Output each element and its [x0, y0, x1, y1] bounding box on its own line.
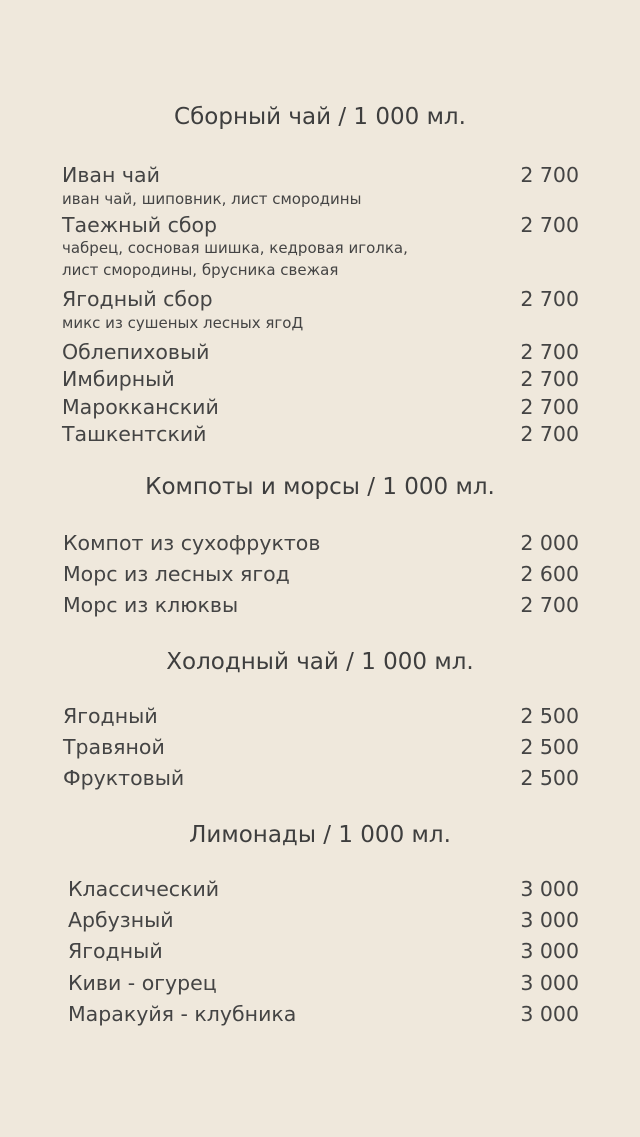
menu-item-name: Морс из клюквы	[63, 593, 239, 617]
menu-item-price: 2 700	[520, 395, 579, 419]
menu-item-name: Компот из сухофруктов	[63, 531, 321, 555]
menu-item-desc: лист смородины, брусника свежая	[62, 261, 339, 279]
menu-item-price: 2 700	[520, 287, 579, 311]
menu-item-name: Ягодный	[68, 939, 163, 963]
menu-item-price: 3 000	[520, 971, 579, 995]
menu-item-name: Ягодный	[63, 704, 158, 728]
menu-item-name: Иван чай	[62, 163, 160, 187]
menu-item-price: 3 000	[520, 1002, 579, 1026]
menu-item-name: Ташкентский	[62, 422, 207, 446]
menu-item-price: 2 600	[520, 562, 579, 586]
menu-item-name: Киви - огурец	[68, 971, 217, 995]
menu-item-desc: иван чай, шиповник, лист смородины	[62, 190, 362, 208]
menu-item-price: 2 700	[520, 593, 579, 617]
menu-item-price: 2 700	[520, 163, 579, 187]
section-title-tea: Сборный чай / 1 000 мл.	[174, 104, 466, 130]
menu-item-price: 2 500	[520, 735, 579, 759]
menu-item-name: Классический	[68, 877, 220, 901]
menu-item-name: Облепиховый	[62, 340, 210, 364]
menu-item-name: Марокканский	[62, 395, 219, 419]
menu-item-price: 2 700	[520, 422, 579, 446]
menu-item-name: Травяной	[63, 735, 165, 759]
section-title-lemonades: Лимонады / 1 000 мл.	[189, 822, 451, 848]
menu-item-desc: микс из сушеных лесных ягоД	[62, 314, 304, 332]
menu-item-name: Имбирный	[62, 367, 175, 391]
menu-item-name: Таежный сбор	[62, 213, 218, 237]
section-title-iced-tea: Холодный чай / 1 000 мл.	[166, 649, 474, 675]
menu-item-name: Арбузный	[68, 908, 174, 932]
menu-item-name: Маракуйя - клубника	[68, 1002, 297, 1026]
menu-item-price: 2 000	[520, 531, 579, 555]
menu-item-price: 2 500	[520, 766, 579, 790]
section-title-compotes: Компоты и морсы / 1 000 мл.	[145, 474, 495, 500]
menu-item-name: Ягодный сбор	[62, 287, 213, 311]
menu-item-desc: чабрец, сосновая шишка, кедровая иголка,	[62, 239, 408, 257]
menu-item-price: 3 000	[520, 939, 579, 963]
menu-item-price: 2 700	[520, 367, 579, 391]
menu-item-price: 2 500	[520, 704, 579, 728]
menu-item-name: Морс из лесных ягод	[63, 562, 290, 586]
menu-item-price: 3 000	[520, 908, 579, 932]
menu-item-name: Фруктовый	[63, 766, 185, 790]
menu-item-price: 2 700	[520, 213, 579, 237]
menu-item-price: 2 700	[520, 340, 579, 364]
menu-item-price: 3 000	[520, 877, 579, 901]
